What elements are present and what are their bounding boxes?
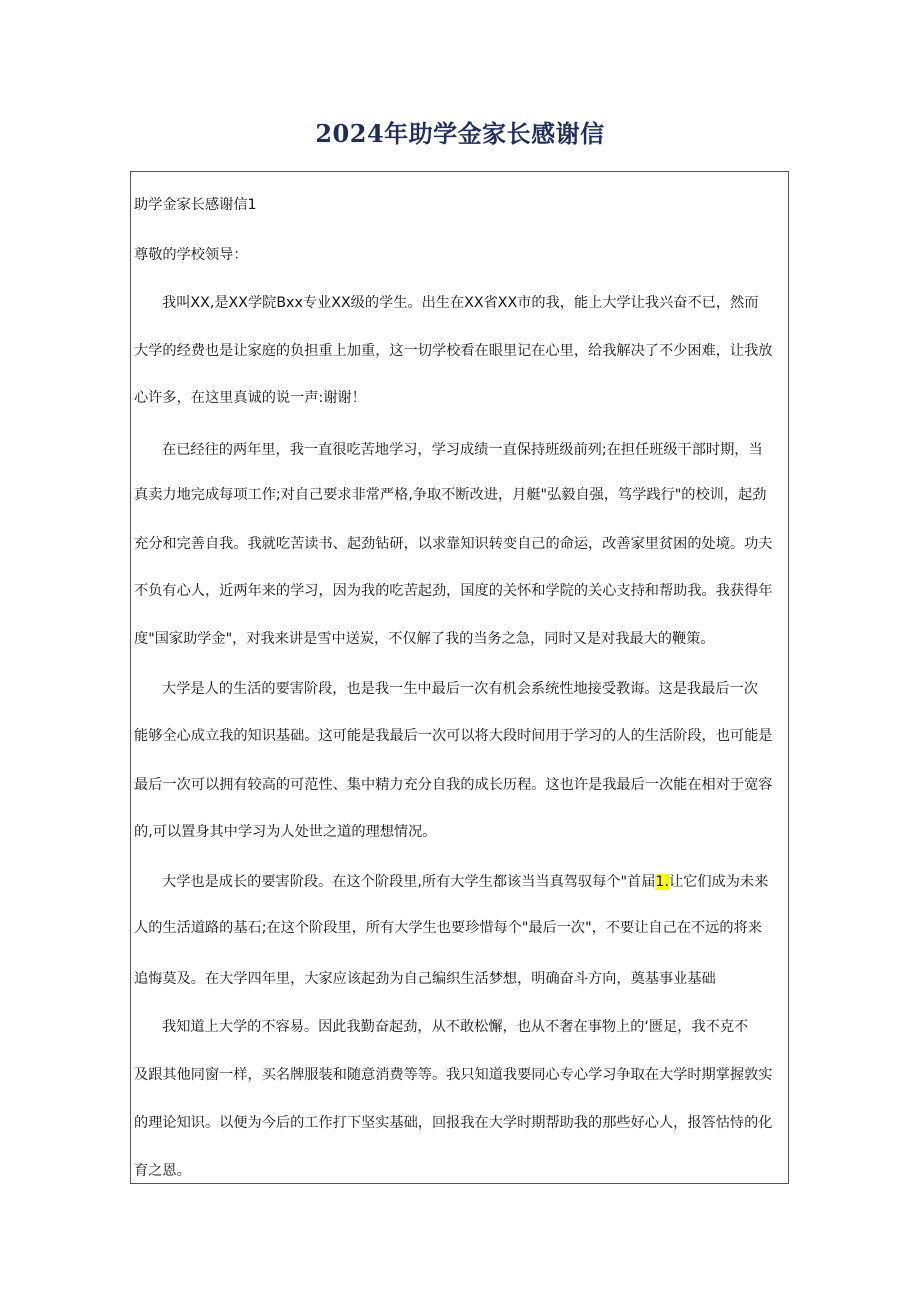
paragraph-4-line-1-text: 大学也是成长的要害阶段。在这个阶段里,所有大学生都该当当真驾驭每个"首届 — [162, 874, 656, 890]
paragraph-4-line-2: 人的生活道路的基石;在这个阶段里，所有大学生也要珍惜每个"最后一次"，不要让自己在不远的将来 — [134, 920, 762, 936]
paragraph-5-line-2: 及跟其他同窗一样，买名牌服装和随意消费等等。我只知道我要同心专心学习争取在大学时期掌握敦实 — [134, 1067, 773, 1083]
paragraph-3-line-4: 的,可以置身其中学习为人处世之道的理想情况。 — [134, 824, 437, 840]
paragraph-1-line-1: 我叫XX,是XX学院Bxx专业XX级的学生。出生在XX省XX市的我，能上大学让我兴奋不已，然而 — [162, 295, 759, 311]
paragraph-3-line-2: 能够全心成立我的知识基础。这可能是我最后一次可以将大段时间用于学习的人的生活阶段，也可能是 — [134, 728, 773, 744]
paragraph-4-line-3: 追悔莫及。在大学四年里，大家应该起劲为自己编织生活梦想，明确奋斗方向，奠基事业基础 — [134, 971, 716, 987]
letter-heading: 助学金家长感谢信1 — [134, 197, 257, 213]
paragraph-1-line-2: 大学的经费也是让家庭的负担重上加重，这一切学校看在眼里记在心里，给我解决了不少困难，让我放 — [134, 343, 773, 359]
paragraph-2-line-5: 度"国家助学金"，对我来讲是雪中送炭，不仅解了我的当务之急，同时又是对我最大的鞭策。 — [134, 631, 715, 647]
paragraph-5-line-1: 我知道上大学的不容易。因此我勤奋起劲，从不敢松懈，也从不奢在事物上的‘匮足，我不克不 — [162, 1019, 749, 1035]
paragraph-5-line-4: 育之恩。 — [134, 1163, 191, 1179]
paragraph-1-line-3: 心许多，在这里真诚的说一声:谢谢！ — [134, 390, 366, 406]
paragraph-2-line-1: 在已经往的两年里，我一直很吃苦地学习，学习成绩一直保持班级前列;在担任班级干部时期，当 — [162, 442, 763, 458]
paragraph-3-line-1: 大学是人的生活的要害阶段，也是我一生中最后一次有机会系统性地接受教诲。这是我最后一次 — [162, 681, 758, 697]
salutation: 尊敬的学校领导： — [134, 247, 248, 263]
highlighted-text: 1. — [655, 874, 669, 890]
paragraph-2-line-3: 充分和完善自我。我就吃苦读书、起劲钻研，以求靠知识转变自己的命运，改善家里贫困的处境。功夫 — [134, 536, 773, 552]
paragraph-2-line-4: 不负有心人，近两年来的学习，因为我的吃苦起劲，国度的关怀和学院的关心支持和帮助我。我获得年 — [134, 583, 773, 599]
paragraph-3-line-3: 最后一次可以拥有较高的可范性、集中精力充分自我的成长历程。这也许是我最后一次能在相对于宽容 — [134, 777, 773, 793]
paragraph-2-line-2: 真卖力地完成每项工作;对自己要求非常严格,争取不断改进，月艇"弘毅自强，笃学践行"的校训，起劲 — [134, 487, 767, 503]
paragraph-5-line-3: 的理论知识。以便为今后的工作打下坚实基础，回报我在大学时期帮助我的那些好心人，报答怙恃的化 — [134, 1115, 773, 1131]
paragraph-4-line-1 — [162, 867, 790, 897]
paragraph-4-line-1-tail: 让它们成为未来 — [668, 874, 769, 890]
document-title: 2024年助学金家长感谢信 — [315, 119, 605, 148]
